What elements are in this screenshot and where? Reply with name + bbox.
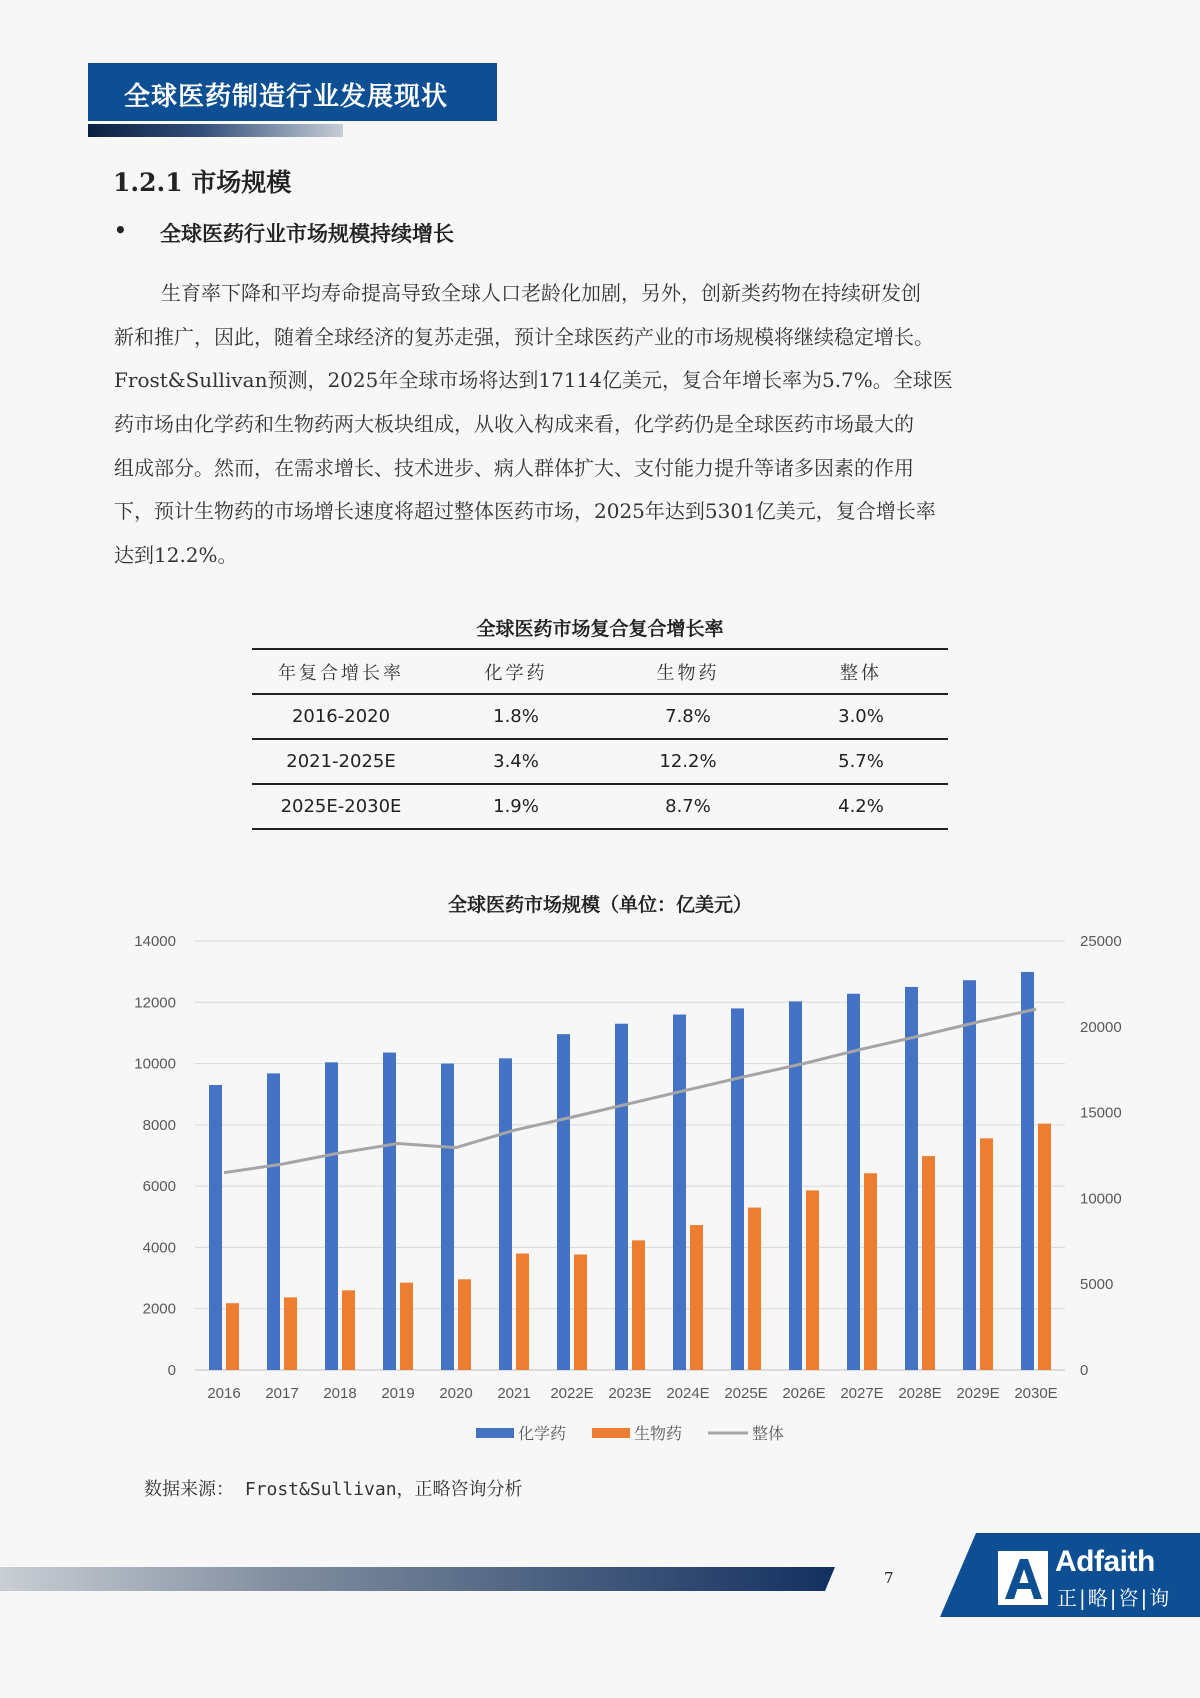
bar-chemical [267, 1073, 280, 1370]
legend-label-total: 整体 [752, 1424, 785, 1443]
logo-text-cn: 正|略|咨|询 [1057, 1586, 1172, 1610]
bar-chemical [789, 1001, 802, 1370]
bar-biologic [284, 1297, 297, 1370]
table-cell: 1.9% [493, 796, 539, 817]
data-source: 数据来源： Frost&Sullivan，正略咨询分析 [144, 1479, 523, 1500]
right-axis-tick-label: 0 [1080, 1362, 1089, 1379]
paragraph-line: 药市场由化学药和生物药两大板块组成，从收入构成来看，化学药仍是全球医药市场最大的 [114, 412, 914, 437]
page-number: 7 [884, 1569, 894, 1587]
logo-text-en: Adfaith [1055, 1545, 1155, 1578]
table-cell: 8.7% [665, 796, 711, 817]
paragraph-line: 下，预计生物药的市场增长速度将超过整体医药市场，2025年达到5301亿美元，复合增长率 [114, 499, 936, 524]
left-axis-tick-label: 6000 [142, 1178, 176, 1196]
x-axis-tick-label: 2030E [1014, 1385, 1058, 1402]
x-axis-tick-label: 2016 [207, 1385, 241, 1402]
x-axis-tick-label: 2018 [323, 1385, 357, 1402]
table-cell: 2021-2025E [286, 751, 396, 772]
legend-label-biologic: 生物药 [634, 1424, 683, 1443]
x-axis-tick-label: 2028E [898, 1385, 942, 1402]
bullet-heading: 全球医药行业市场规模持续增长 [160, 222, 454, 246]
bar-biologic [574, 1254, 587, 1370]
bar-biologic [1038, 1124, 1051, 1370]
table-cell: 3.0% [838, 706, 884, 727]
paragraph-line: Frost&Sullivan预测，2025年全球市场将达到17114亿美元，复合年增长率为5.7%。全球医 [114, 368, 953, 393]
x-axis-tick-label: 2027E [840, 1385, 884, 1402]
bar-biologic [342, 1290, 355, 1370]
x-axis-tick-label: 2019 [381, 1385, 415, 1402]
right-axis-tick-label: 10000 [1080, 1190, 1122, 1208]
table-cell: 12.2% [659, 751, 717, 772]
bar-biologic [806, 1190, 819, 1370]
table-cell: 2016-2020 [291, 706, 391, 727]
table-header-cell: 整体 [840, 662, 882, 684]
footer-bar [0, 1567, 835, 1591]
bar-chemical [731, 1008, 744, 1370]
bar-chemical [499, 1058, 512, 1370]
x-axis-tick-label: 2023E [608, 1385, 652, 1402]
adfaith-logo-icon [998, 1551, 1048, 1605]
right-axis-tick-label: 25000 [1080, 933, 1122, 950]
bar-chemical [557, 1034, 570, 1370]
left-axis-tick-label: 4000 [142, 1239, 176, 1257]
bullet-dot: • [114, 218, 127, 242]
table-cell: 2025E-2030E [280, 796, 402, 817]
table-cell: 5.7% [838, 751, 884, 772]
bar-chemical [615, 1024, 628, 1370]
bar-biologic [980, 1138, 993, 1370]
bar-biologic [400, 1283, 413, 1370]
right-axis-tick-label: 5000 [1080, 1276, 1114, 1294]
table-cell: 7.8% [665, 706, 711, 727]
table-cell: 3.4% [493, 751, 539, 772]
paragraph-line: 新和推广，因此，随着全球经济的复苏走强，预计全球医药产业的市场规模将继续稳定增长。 [114, 324, 934, 349]
bar-chemical [325, 1062, 338, 1370]
bar-chemical [441, 1064, 454, 1370]
x-axis-tick-label: 2020 [439, 1385, 473, 1402]
section-heading: 1.2.1 市场规模 [113, 168, 292, 197]
table-cell: 4.2% [838, 796, 884, 817]
left-axis-tick-label: 10000 [134, 1055, 176, 1073]
left-axis-tick-label: 12000 [134, 994, 176, 1012]
bar-biologic [226, 1303, 239, 1370]
bar-biologic [922, 1156, 935, 1370]
x-axis-tick-label: 2025E [724, 1385, 768, 1402]
bar-chemical [383, 1053, 396, 1370]
x-axis-tick-label: 2021 [497, 1385, 531, 1402]
table-cell: 1.8% [493, 706, 539, 727]
bar-chemical [905, 987, 918, 1370]
table-header-cell: 生物药 [656, 662, 720, 684]
legend-label-chemical: 化学药 [518, 1424, 567, 1443]
paragraph-line: 组成部分。然而，在需求增长、技术进步、病人群体扩大、支付能力提升等诸多因素的作用 [114, 455, 914, 480]
left-axis-tick-label: 8000 [142, 1116, 176, 1134]
x-axis-tick-label: 2022E [550, 1385, 594, 1402]
bar-biologic [458, 1279, 471, 1370]
banner-title: 全球医药制造行业发展现状 [124, 82, 449, 112]
paragraph-line: 达到12.2%。 [114, 543, 238, 568]
x-axis-tick-label: 2026E [782, 1385, 826, 1402]
left-axis-tick-label: 0 [167, 1362, 176, 1379]
x-axis-tick-label: 2029E [956, 1385, 1000, 1402]
bar-biologic [864, 1173, 877, 1370]
left-axis-tick-label: 14000 [134, 933, 176, 950]
chart-title: 全球医药市场规模（单位：亿美元） [447, 894, 752, 916]
right-axis-tick-label: 15000 [1080, 1104, 1122, 1122]
bar-chemical [209, 1085, 222, 1370]
bar-biologic [690, 1225, 703, 1370]
legend-swatch-biologic [592, 1428, 630, 1438]
table-title: 全球医药市场复合复合增长率 [476, 618, 724, 640]
bar-chemical [963, 980, 976, 1370]
left-axis-tick-label: 2000 [142, 1300, 176, 1318]
x-axis-tick-label: 2017 [265, 1385, 299, 1402]
bar-chemical [673, 1015, 686, 1370]
bar-biologic [516, 1254, 529, 1370]
bar-biologic [748, 1208, 761, 1370]
table-header-cell: 化学药 [484, 662, 548, 684]
table-header-cell: 年复合增长率 [278, 662, 404, 684]
legend-swatch-chemical [476, 1428, 514, 1438]
x-axis-tick-label: 2024E [666, 1385, 710, 1402]
bar-biologic [632, 1240, 645, 1370]
right-axis-tick-label: 20000 [1080, 1018, 1122, 1036]
bar-chemical [1021, 972, 1034, 1370]
paragraph-line: 生育率下降和平均寿命提高导致全球人口老龄化加剧，另外，创新类药物在持续研发创 [161, 281, 921, 305]
